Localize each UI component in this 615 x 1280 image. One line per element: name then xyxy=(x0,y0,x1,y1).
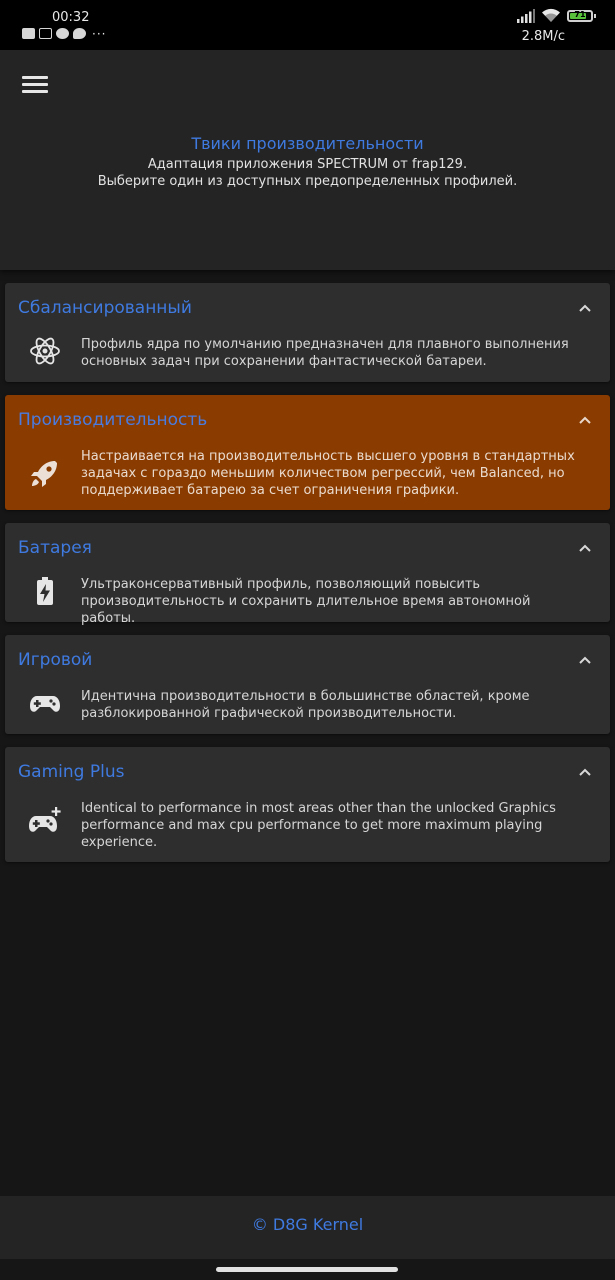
network-speed: 2.8M/с xyxy=(521,29,565,44)
hamburger-icon-line xyxy=(22,90,48,93)
battery-icon xyxy=(567,10,593,22)
profile-card-battery[interactable] xyxy=(5,523,610,626)
profile-title: Игровой xyxy=(18,650,93,670)
telegram-icon xyxy=(56,28,69,39)
gamepad-icon xyxy=(29,687,61,719)
wifi-icon xyxy=(541,8,561,23)
chevron-up-icon[interactable] xyxy=(578,301,592,315)
sms-icon xyxy=(22,28,35,39)
chat-icon xyxy=(73,28,86,39)
chevron-up-icon[interactable] xyxy=(578,765,592,779)
footer-credit: © D8G Kernel xyxy=(251,1215,364,1234)
profile-title: Gaming Plus xyxy=(18,762,125,782)
profile-description: Ультраконсервативный профиль, позволяющий повысить производительность и сохранить длительное время автономной работы. xyxy=(81,577,531,626)
profile-card-gaming-plus[interactable] xyxy=(5,747,610,862)
profile-card-performance[interactable] xyxy=(5,395,610,510)
profile-description: Профиль ядра по умолчанию предназначен для плавного выполнения основных задач при сохранении фантастической батареи. xyxy=(81,337,569,369)
menu-button[interactable] xyxy=(22,76,48,96)
profile-title: Батарея xyxy=(18,538,92,558)
chevron-up-icon[interactable] xyxy=(578,413,592,427)
notification-icons xyxy=(22,28,106,39)
profile-title: Производительность xyxy=(18,410,208,430)
profile-description: Идентична производительности в большинстве областей, кроме разблокированной графической производительности. xyxy=(81,689,530,721)
page-subtitle xyxy=(0,156,615,190)
signal-icon xyxy=(517,9,535,23)
subtitle-line-1: Адаптация приложения SPECTRUM от frap129. xyxy=(147,157,468,172)
chevron-up-icon[interactable] xyxy=(578,653,592,667)
rocket-icon xyxy=(29,457,61,489)
profile-description: Identical to performance in most areas other than the unlocked Graphics performance and max cpu performance to get more maximum playing experience. xyxy=(81,801,556,850)
more-notifications-icon: ··· xyxy=(92,26,107,41)
gesture-navigation-bar[interactable] xyxy=(216,1267,398,1272)
cast-icon xyxy=(39,28,52,39)
profile-title: Сбалансированный xyxy=(18,298,192,318)
subtitle-line-2: Выберите один из доступных предопределенных профилей. xyxy=(97,174,518,189)
hamburger-icon-line xyxy=(22,83,48,86)
battery-level: 71 xyxy=(574,9,586,19)
profile-list xyxy=(5,283,610,875)
clock: 00:32 xyxy=(52,10,90,25)
chevron-up-icon[interactable] xyxy=(578,541,592,555)
status-bar xyxy=(0,0,615,50)
gamepad-plus-icon xyxy=(29,805,61,837)
profile-card-gaming[interactable] xyxy=(5,635,610,734)
profile-description: Настраивается на производительность высшего уровня в стандартных задачах с гораздо меньшим количеством регрессий, чем Balanced, но поддерживает батарею за счет ограничения графики. xyxy=(81,449,575,498)
page-title: Твики производительности xyxy=(191,134,424,153)
profile-card-balanced[interactable] xyxy=(5,283,610,382)
atom-icon xyxy=(29,335,61,367)
hamburger-icon xyxy=(22,76,48,79)
app-header xyxy=(0,50,615,270)
battery-charging-icon xyxy=(29,575,61,607)
footer xyxy=(0,1196,615,1259)
